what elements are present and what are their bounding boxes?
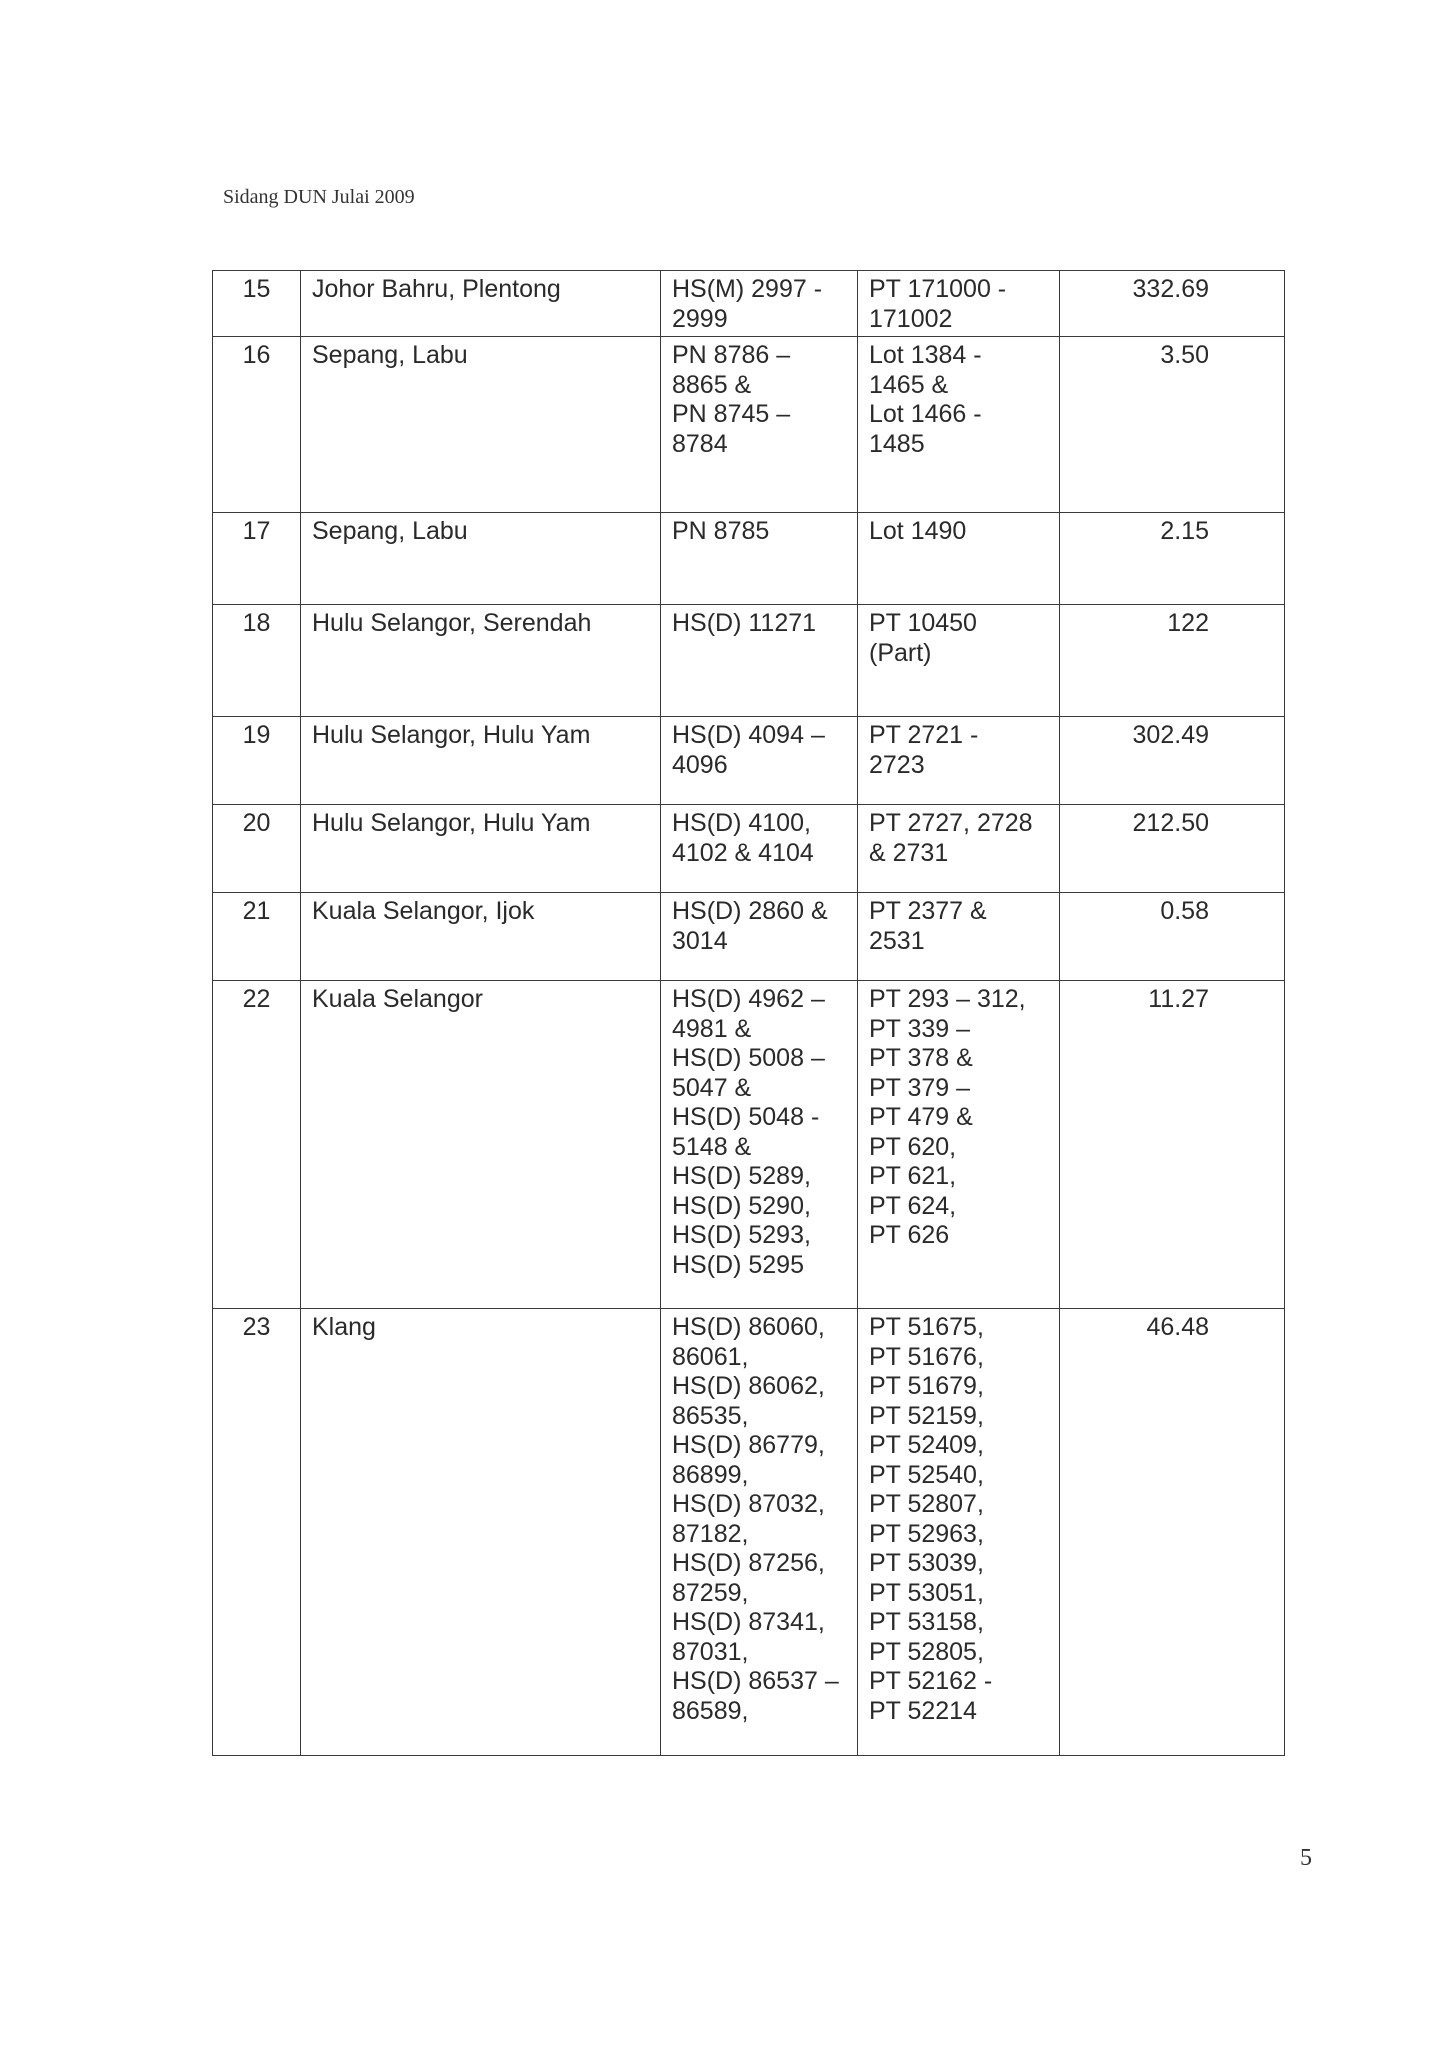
lot-line: Lot 1490 <box>869 517 967 545</box>
area-cell: 3.50 <box>1060 337 1285 513</box>
title-line: PN 8786 – <box>672 341 791 369</box>
title-line: HS(D) 86537 – <box>672 1667 839 1695</box>
title-line: PN 8785 <box>672 517 770 545</box>
lot-line: & 2731 <box>869 838 949 867</box>
area-cell: 46.48 <box>1060 1309 1285 1756</box>
title-line: PN 8745 – <box>672 400 791 428</box>
location-cell: Kuala Selangor, Ijok <box>301 893 661 981</box>
table-row <box>213 513 1285 605</box>
lot-cell <box>858 1309 1060 1756</box>
title-line: HS(D) 5008 – <box>672 1044 825 1072</box>
area-cell: 122 <box>1060 605 1285 717</box>
title-line: 5047 & <box>672 1073 752 1102</box>
title-line: HS(D) 86062, <box>672 1372 825 1400</box>
lot-line: PT 479 & <box>869 1103 973 1131</box>
title-line: HS(D) 5293, <box>672 1221 811 1249</box>
lot-cell <box>858 717 1060 805</box>
lot-cell <box>858 271 1060 337</box>
location-cell: Hulu Selangor, Hulu Yam <box>301 805 661 893</box>
area-cell: 332.69 <box>1060 271 1285 337</box>
lot-line: PT 51675, <box>869 1313 984 1341</box>
location-cell: Sepang, Labu <box>301 337 661 513</box>
lot-line: PT 52409, <box>869 1431 984 1459</box>
title-line: 8784 <box>672 429 728 458</box>
lot-line: Lot 1466 - <box>869 400 982 428</box>
lot-line: PT 53039, <box>869 1549 984 1577</box>
area-cell: 2.15 <box>1060 513 1285 605</box>
lot-line: PT 621, <box>869 1162 957 1190</box>
row-number-cell: 18 <box>213 605 301 717</box>
lot-line: PT 379 – <box>869 1073 971 1102</box>
title-line: 8865 & <box>672 370 752 399</box>
row-number-cell: 21 <box>213 893 301 981</box>
title-cell <box>661 337 858 513</box>
location-cell: Klang <box>301 1309 661 1756</box>
title-line: HS(D) 87341, <box>672 1608 825 1636</box>
lot-line: PT 378 & <box>869 1044 973 1072</box>
title-line: HS(D) 4962 – <box>672 985 825 1013</box>
title-line: 86899, <box>672 1460 749 1489</box>
title-line: HS(D) 5289, <box>672 1162 811 1190</box>
title-line: 4102 & 4104 <box>672 838 814 867</box>
lot-line: PT 52805, <box>869 1637 984 1666</box>
table-row <box>213 271 1285 337</box>
title-line: HS(D) 5295 <box>672 1250 804 1279</box>
location-cell: Hulu Selangor, Serendah <box>301 605 661 717</box>
location-cell: Hulu Selangor, Hulu Yam <box>301 717 661 805</box>
lot-line: PT 293 – 312, <box>869 985 1026 1013</box>
area-cell: 0.58 <box>1060 893 1285 981</box>
table-row <box>213 605 1285 717</box>
title-line: HS(M) 2997 - <box>672 275 823 303</box>
title-line: HS(D) 11271 <box>672 609 817 637</box>
table-row <box>213 981 1285 1309</box>
title-cell <box>661 981 858 1309</box>
table-row <box>213 893 1285 981</box>
land-table-body <box>213 271 1285 1756</box>
title-line: HS(D) 5290, <box>672 1191 811 1220</box>
lot-line: Lot 1384 - <box>869 341 982 369</box>
title-line: HS(D) 4094 – <box>672 721 825 749</box>
title-line: HS(D) 5048 - <box>672 1103 820 1131</box>
lot-line: 171002 <box>869 304 953 333</box>
table-row <box>213 717 1285 805</box>
location-cell: Kuala Selangor <box>301 981 661 1309</box>
area-cell: 302.49 <box>1060 717 1285 805</box>
row-number-cell: 15 <box>213 271 301 337</box>
location-cell: Sepang, Labu <box>301 513 661 605</box>
title-cell <box>661 1309 858 1756</box>
table-row <box>213 1309 1285 1756</box>
area-cell: 11.27 <box>1060 981 1285 1309</box>
lot-line: PT 51679, <box>869 1372 984 1400</box>
lot-line: 2531 <box>869 926 925 955</box>
title-line: HS(D) 86060, <box>672 1313 825 1341</box>
lot-line: PT 52963, <box>869 1519 984 1548</box>
lot-line: PT 10450 <box>869 609 977 637</box>
lot-line: PT 626 <box>869 1221 950 1249</box>
table-row <box>213 337 1285 513</box>
title-cell <box>661 605 858 717</box>
row-number-cell: 20 <box>213 805 301 893</box>
title-line: 87031, <box>672 1637 749 1666</box>
lot-line: PT 2727, 2728 <box>869 809 1033 837</box>
row-number-cell: 22 <box>213 981 301 1309</box>
lot-cell <box>858 337 1060 513</box>
lot-cell <box>858 981 1060 1309</box>
lot-line: PT 53158, <box>869 1608 984 1636</box>
title-line: 86535, <box>672 1401 749 1430</box>
title-line: 86061, <box>672 1342 749 1371</box>
lot-cell <box>858 605 1060 717</box>
lot-line: PT 620, <box>869 1132 957 1161</box>
title-cell <box>661 271 858 337</box>
title-line: 4096 <box>672 750 728 779</box>
row-number-cell: 19 <box>213 717 301 805</box>
lot-line: PT 52214 <box>869 1696 977 1725</box>
table-row <box>213 805 1285 893</box>
lot-line: PT 51676, <box>869 1342 984 1371</box>
title-line: 4981 & <box>672 1014 752 1043</box>
lot-line: PT 53051, <box>869 1578 984 1607</box>
title-line: 2999 <box>672 304 728 333</box>
row-number-cell: 16 <box>213 337 301 513</box>
title-line: 5148 & <box>672 1132 752 1161</box>
lot-line: 1465 & <box>869 370 949 399</box>
location-cell: Johor Bahru, Plentong <box>301 271 661 337</box>
lot-line: 2723 <box>869 750 925 779</box>
title-line: HS(D) 87032, <box>672 1490 825 1518</box>
lot-cell <box>858 893 1060 981</box>
lot-cell <box>858 805 1060 893</box>
title-line: 87259, <box>672 1578 749 1607</box>
land-table <box>212 270 1285 1756</box>
lot-line: PT 52807, <box>869 1490 984 1518</box>
lot-line: 1485 <box>869 429 925 458</box>
title-line: HS(D) 2860 & <box>672 897 828 925</box>
title-cell <box>661 717 858 805</box>
area-cell: 212.50 <box>1060 805 1285 893</box>
page-number: 5 <box>1300 1845 1312 1871</box>
title-cell <box>661 805 858 893</box>
row-number-cell: 17 <box>213 513 301 605</box>
page-header: Sidang DUN Julai 2009 <box>223 186 415 208</box>
lot-line: PT 52540, <box>869 1460 984 1489</box>
title-line: HS(D) 4100, <box>672 809 811 837</box>
title-cell <box>661 893 858 981</box>
lot-line: PT 171000 - <box>869 275 1007 303</box>
title-line: 87182, <box>672 1519 749 1548</box>
title-line: 3014 <box>672 926 728 955</box>
row-number-cell: 23 <box>213 1309 301 1756</box>
title-line: HS(D) 86779, <box>672 1431 825 1459</box>
title-line: HS(D) 87256, <box>672 1549 825 1577</box>
lot-cell <box>858 513 1060 605</box>
lot-line: PT 624, <box>869 1191 957 1220</box>
title-line: 86589, <box>672 1696 749 1725</box>
lot-line: PT 2721 - <box>869 721 979 749</box>
title-cell <box>661 513 858 605</box>
lot-line: PT 339 – <box>869 1014 971 1043</box>
lot-line: PT 52162 - <box>869 1667 993 1695</box>
lot-line: PT 52159, <box>869 1401 984 1430</box>
lot-line: (Part) <box>869 638 932 667</box>
lot-line: PT 2377 & <box>869 897 987 925</box>
